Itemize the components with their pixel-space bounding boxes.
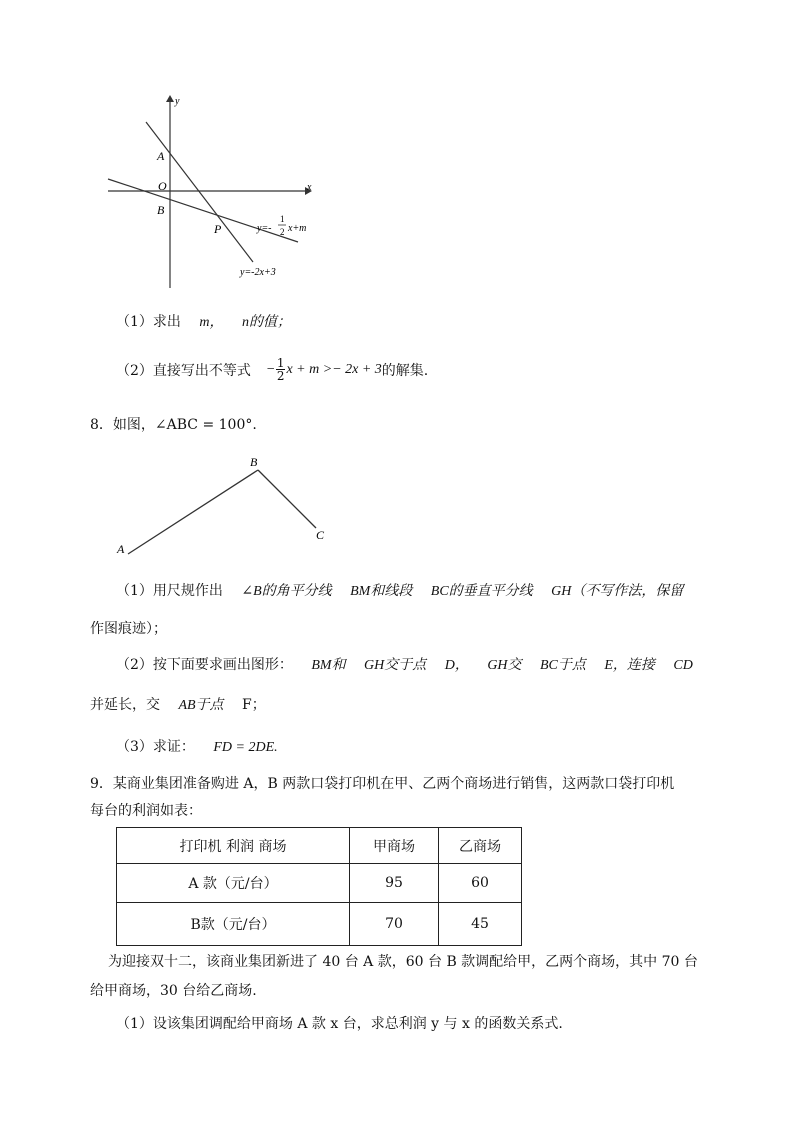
q8-p3-b: FD = 2DE.: [213, 740, 278, 755]
line1-label-prefix: y=-: [257, 223, 272, 234]
q7-part1: [116, 311, 291, 331]
q8-part1-line2: 作图痕迹）；: [90, 621, 167, 637]
q7-part2-minus: −: [266, 361, 275, 377]
table-header-cell: 乙商场: [439, 828, 522, 864]
table-cell: 60: [439, 864, 522, 903]
q7-part2-fraction: [276, 357, 286, 382]
q7-part1-prefix: （1）求出: [116, 314, 181, 330]
point-a-label: A: [157, 149, 165, 163]
table-cell: B款（元/台）: [117, 903, 350, 946]
q8-p2-line2-c: F；: [242, 697, 266, 713]
q8-stem: 8．如图，∠ABC = 100°.: [90, 417, 257, 433]
q8-p2-line2-b: AB于点: [178, 698, 224, 713]
q8-part2-line2: [90, 694, 266, 714]
angle-point-c: C: [316, 528, 325, 542]
table-cell: 70: [350, 903, 439, 946]
q8-part2-line1: [116, 654, 693, 674]
q9-para-line1: 为迎接双十二，该商业集团新进了 40 台 A 款，60 台 B 款调配给甲，乙两个商场，其中 70 台: [108, 954, 698, 970]
q8-p2-d: D，: [444, 658, 469, 673]
q7-part2-frac-num: 1: [276, 356, 285, 370]
angle-abc-figure: [110, 450, 340, 560]
q7-part2-prefix: （2）直接写出不等式: [116, 362, 251, 379]
q8-p2-f: BC于点: [540, 658, 586, 673]
table-header-cell: 打印机 利润 商场: [117, 828, 350, 864]
axis-x-label: x: [307, 182, 312, 193]
point-o-label: O: [158, 179, 167, 193]
table-cell: A 款（元/台）: [117, 864, 350, 903]
q8-p1-d: BC的垂直平分线: [430, 584, 533, 599]
angle-point-b: B: [250, 455, 258, 469]
line1-frac-den: 2: [280, 227, 285, 237]
q7-part2: [116, 357, 428, 382]
q9-stem-line2: 每台的利润如表：: [90, 803, 202, 819]
line1-label-suffix: x+m: [288, 223, 307, 234]
q8-p2-c: GH交于点: [364, 658, 427, 673]
q8-p1-a: （1）用尺规作出: [116, 583, 223, 599]
q8-p2-b: BM和: [311, 658, 346, 673]
table-cell: 45: [439, 903, 522, 946]
point-p-label: P: [214, 222, 222, 236]
q9-part1: （1）设该集团调配给甲商场 A 款 x 台，求总利润 y 与 x 的函数关系式.: [116, 1016, 563, 1032]
table-row: [117, 903, 522, 946]
segment-bc: [258, 470, 316, 528]
q9-para-line2: 给甲商场，30 台给乙商场.: [90, 983, 257, 999]
line2-label: y=-2x+3: [240, 267, 276, 278]
table-header-cell: 甲商场: [350, 828, 439, 864]
q8-p2-e: GH交: [487, 658, 522, 673]
q8-p2-h: CD: [673, 658, 693, 673]
axis-y-label: y: [175, 96, 180, 107]
q7-part1-m: m，: [199, 315, 224, 330]
profit-table: [116, 827, 522, 946]
q8-p3-a: （3）求证：: [116, 739, 195, 755]
angle-point-a: A: [117, 542, 125, 556]
q7-part2-expr: x + m >− 2x + 3: [286, 361, 382, 377]
q8-p1-b: ∠B的角平分线: [241, 584, 332, 599]
table-cell: 95: [350, 864, 439, 903]
segment-ab: [128, 470, 258, 554]
q8-p2-g: E，连接: [604, 658, 655, 673]
table-header-row: [117, 828, 522, 864]
point-b-label: B: [157, 203, 165, 217]
line1-frac-num: 1: [280, 214, 285, 224]
q8-part1-line1: [116, 580, 683, 600]
q8-part3: [116, 736, 278, 756]
q7-part1-n: n的值；: [241, 315, 291, 330]
q7-part2-suffix: 的解集.: [381, 362, 429, 379]
q9-stem-line1: 9．某商业集团准备购进 A，B 两款口袋打印机在甲、乙两个商场进行销售，这两款口袋打印机: [90, 776, 675, 792]
q7-part2-frac-den: 2: [276, 369, 285, 383]
q8-p1-e: GH（不写作法，保留: [551, 584, 684, 599]
table-row: [117, 864, 522, 903]
coordinate-graph-figure: [100, 92, 330, 292]
q8-p2-a: （2）按下面要求画出图形：: [116, 657, 293, 673]
q8-p2-line2-a: 并延长，交: [90, 697, 160, 713]
q8-p1-c: BM和线段: [350, 584, 413, 599]
y-axis-arrow: [166, 95, 174, 102]
